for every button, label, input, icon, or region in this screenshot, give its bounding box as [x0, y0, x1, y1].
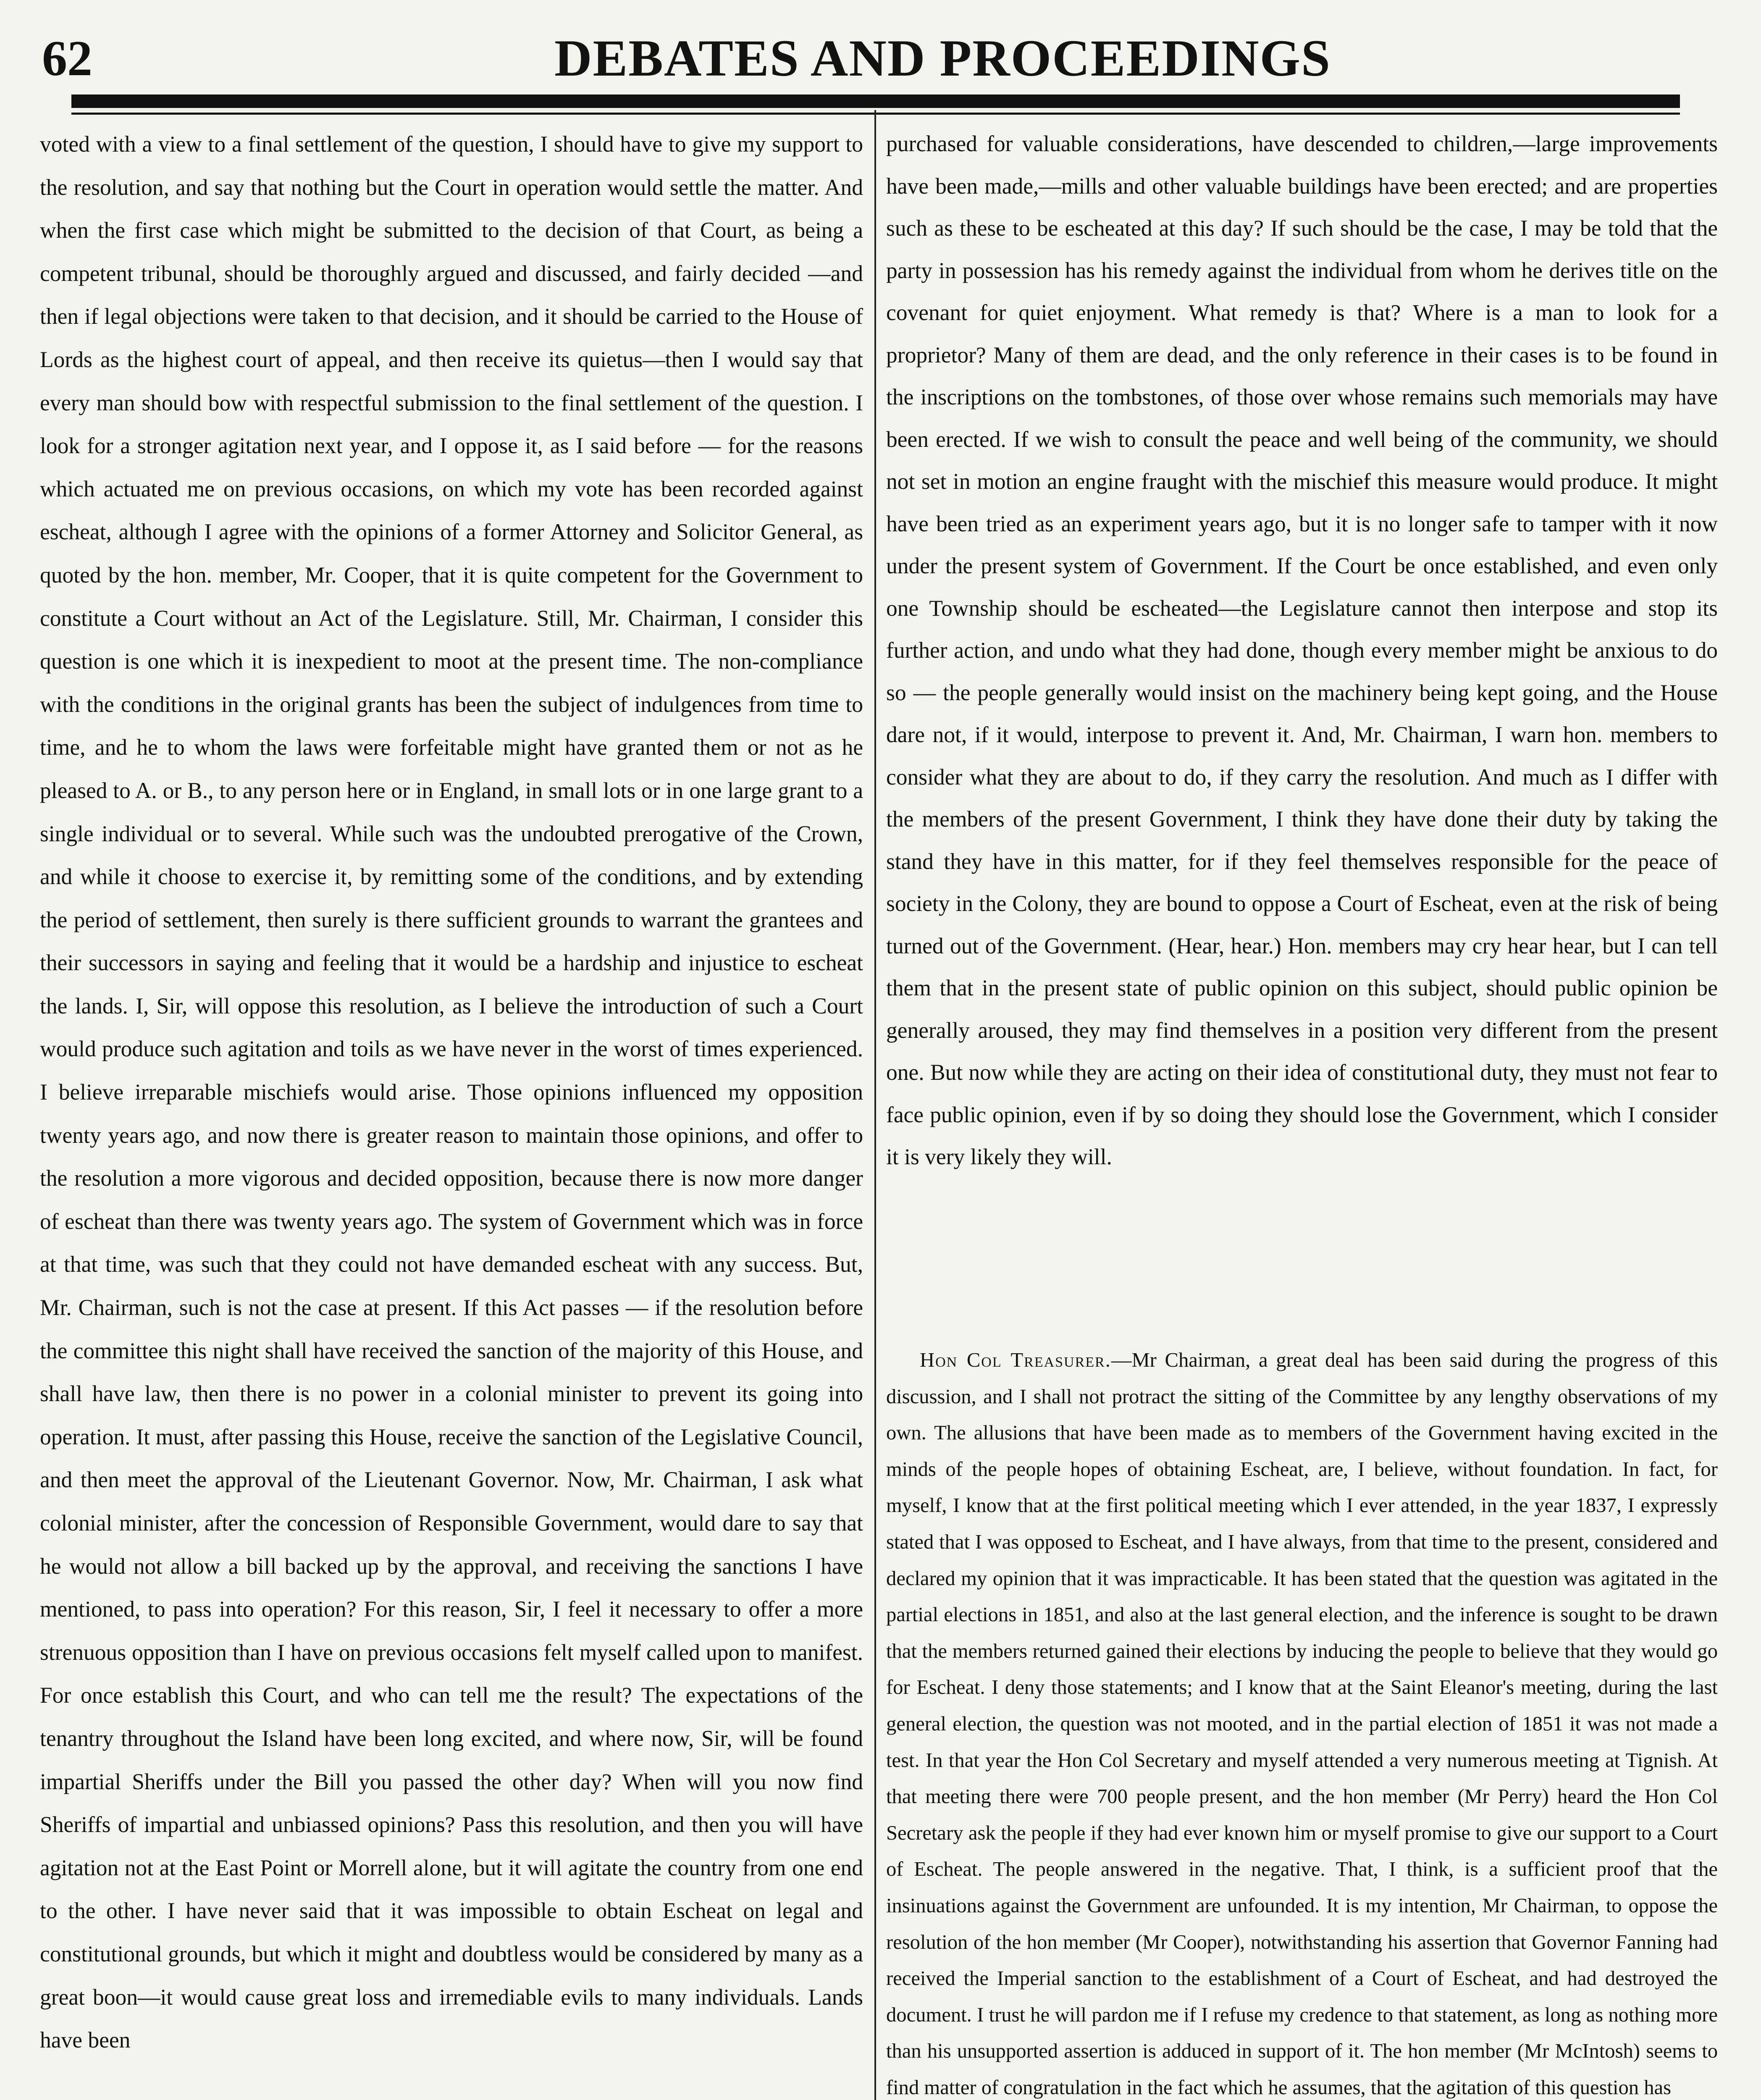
running-title: DEBATES AND PROCEEDINGS	[554, 29, 1331, 87]
left-column	[40, 123, 863, 2100]
page-number: 62	[42, 30, 92, 86]
right-column-lower	[886, 1342, 1718, 2100]
right-column-upper-text: purchased for valuable considerations, have descended to children,—large improvements have been made,—mills and other valuable buildings have been erected; and are properties such as these to be escheated at this day? If such should be the case, I may be told that the party in possession has his remedy against the individual from whom he derives title on the covenant for quiet enjoyment. What remedy is that? Where is a man to look for a proprietor? Many of them are dead, and the only reference in their cases is to be found in the inscriptions on the tombstones, of those over whose remains such memorials may have been erected. If we wish to consult the peace and well being of the community, we should not set in motion an engine fraught with the mischief this measure would produce. It might have been tried as an experiment years ago, but it is no longer safe to tamper with it now under the present system of Government. If the Court be once established, and even only one Township should be escheated—the Legislature cannot then interpose and stop its further action, and undo what they had done, though every member might be anxious to do so — the people generally would insist on the machinery being kept going, and the House dare not, if it would, interpose to prevent it. And, Mr. Chairman, I warn hon. members to consider what they are about to do, if they carry the resolution. And much as I differ with the members of the present Government, I think they have done their duty by taking the stand they have in this matter, for if they feel themselves responsible for the peace of society in the Colony, they are bound to oppose a Court of Escheat, even at the risk of being turned out of the Government. (Hear, hear.) Hon. members may cry hear hear, but I can tell them that in the present state of public opinion on this subject, should public opinion be generally aroused, they may find themselves in a position very different from the present one. But now while they are acting on their idea of constitutional duty, they must not fear to face public opinion, even if by so doing they should lose the Government, which I consider it is very likely they will.	[886, 131, 1718, 1169]
treasurer-speech	[886, 1342, 1718, 2100]
speaker-name: Hon Col Treasurer.	[920, 1349, 1111, 1371]
header-rule-thick	[71, 94, 1680, 108]
column-divider	[874, 110, 876, 2100]
right-column-upper	[886, 123, 1718, 1332]
left-column-text: voted with a view to a final settlement of the question, I should have to give my support to the resolution, and say that nothing but the Court in operation would settle the matter. And when the first case which might be submitted to the decision of that Court, as being a competent tribunal, should be thoroughly argued and discussed, and fairly decided —and then if legal objections were taken to that decision, and it should be carried to the House of Lords as the highest court of appeal, and then receive its quietus—then I would say that every man should bow with respectful submission to the final settlement of the question. I look for a stronger agitation next year, and I oppose it, as I said before — for the reasons which actuated me on previous occasions, on which my vote has been recorded against escheat, although I agree with the opinions of a former Attorney and Solicitor General, as quoted by the hon. member, Mr. Cooper, that it is quite competent for the Government to constitute a Court without an Act of the Legislature. Still, Mr. Chairman, I consider this question is one which it is inexpedient to moot at the present time. The non-compliance with the conditions in the original grants has been the subject of indulgences from time to time, and he to whom the laws were forfeitable might have granted them or not as he pleased to A. or B., to any person here or in England, in small lots or in one large grant to a single individual or to several. While such was the undoubted prerogative of the Crown, and while it choose to exercise it, by remitting some of the conditions, and by extending the period of settlement, then surely is there sufficient grounds to warrant the grantees and their successors in saying and feeling that it would be a hardship and injustice to escheat the lands. I, Sir, will oppose this resolution, as I believe the introduction of such a Court would produce such agitation and toils as we have never in the worst of times experienced. I believe irreparable mischiefs would arise. Those opinions influenced my opposition twenty years ago, and now there is greater reason to maintain those opinions, and offer to the resolution a more vigorous and decided opposition, because there is now more danger of escheat than there was twenty years ago. The system of Government which was in force at that time, was such that they could not have demanded escheat with any success. But, Mr. Chairman, such is not the case at present. If this Act passes — if the resolution before the committee this night shall have received the sanction of the majority of this House, and shall have law, then there is no power in a colonial minister to prevent its going into operation. It must, after passing this House, receive the sanction of the Legislative Council, and then meet the approval of the Lieutenant Governor. Now, Mr. Chairman, I ask what colonial minister, after the concession of Responsible Government, would dare to say that he would not allow a bill backed up by the approval, and receiving the sanctions I have mentioned, to pass into operation? For this reason, Sir, I feel it necessary to offer a more strenuous opposition than I have on previous occasions felt myself called upon to manifest. For once establish this Court, and who can tell me the result? The expectations of the tenantry throughout the Island have been long excited, and where now, Sir, will be found impartial Sheriffs under the Bill you passed the other day? When will you now find Sheriffs of impartial and unbiassed opinions? Pass this resolution, and then you will have agitation not at the East Point or Morrell alone, but it will agitate the country from one end to the other. I have never said that it was impossible to obtain Escheat on legal and constitutional grounds, but which it might and doubtless would be considered by many as a great boon—it would cause great loss and irremediable evils to many individuals. Lands have been	[40, 131, 863, 2053]
treasurer-speech-text: —Mr Chairman, a great deal has been said during the progress of this discussion, and I shall not protract the sitting of the Committee by any lengthy observations of my own. The allusions that have been made as to members of the Government having excited in the minds of the people hopes of obtaining Escheat, are, I believe, without foundation. In fact, for myself, I know that at the first political meeting which I ever attended, in the year 1837, I expressly stated that I was opposed to Escheat, and I have always, from that time to the present, considered and declared my opinion that it was impracticable. It has been stated that the question was agitated in the partial elections in 1851, and also at the last general election, and the inference is sought to be drawn that the members returned gained their elections by inducing the people to believe that they would go for Escheat. I deny those statements; and I know that at the Saint Eleanor's meeting, during the last general election, the question was not mooted, and in the partial election of 1851 it was not made a test. In that year the Hon Col Secretary and myself attended a very numerous meeting at Tignish. At that meeting there were 700 people present, and the hon member (Mr Perry) heard the Hon Col Secretary ask the people if they had ever known him or myself promise to give our support to a Court of Escheat. The people answered in the negative. That, I think, is a sufficient proof that the insinuations against the Government are unfounded. It is my intention, Mr Chairman, to oppose the resolution of the hon member (Mr Cooper), notwithstanding his assertion that Governor Fanning had received the Imperial sanction to the establishment of a Court of Escheat, and had destroyed the document. I trust he will pardon me if I refuse my credence to that statement, as long as nothing more than his unsupported assertion is adduced in support of it. The hon member (Mr McIntosh) seems to find matter of congratulation in the fact which he assumes, that the agitation of this question has	[886, 1349, 1718, 2099]
